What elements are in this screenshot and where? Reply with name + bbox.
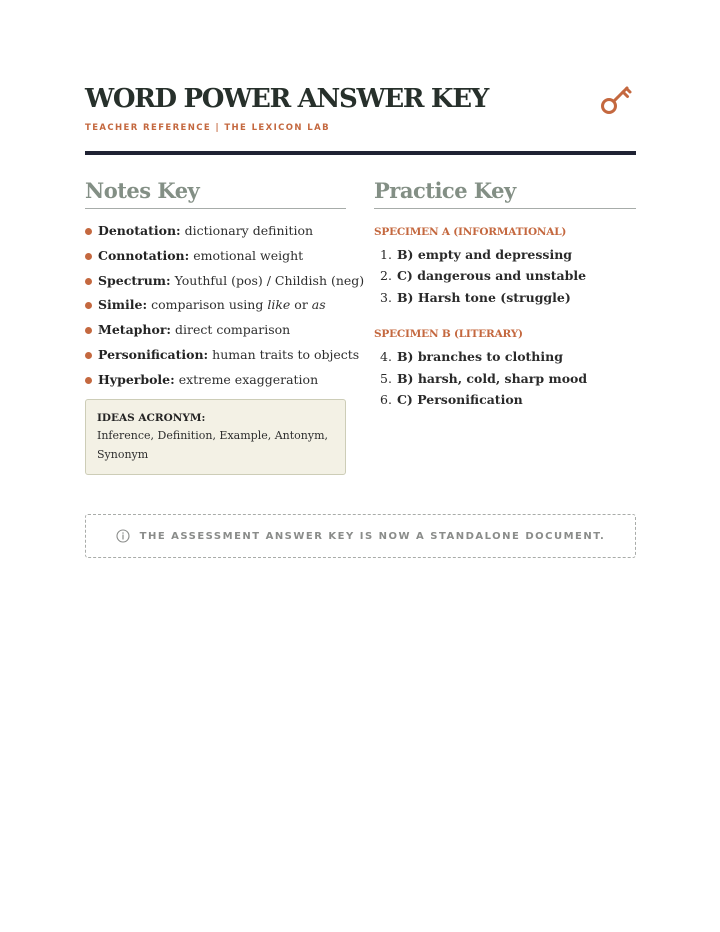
page-subtitle: TEACHER REFERENCE | THE LEXICON LAB xyxy=(85,123,330,133)
definition: emotional weight xyxy=(193,247,304,263)
bullet-dot xyxy=(85,302,92,309)
term: Hyperbole: xyxy=(98,371,175,387)
list-item xyxy=(85,320,346,345)
answer-number: 5. xyxy=(380,370,392,386)
definition: human traits to objects xyxy=(212,346,360,362)
answer-item xyxy=(374,245,636,266)
bullet-dot xyxy=(85,228,92,235)
definition-emphasis: like xyxy=(267,297,291,313)
answer-item xyxy=(374,347,636,368)
answer-number: 4. xyxy=(380,349,392,365)
acronym-label: IDEAS ACRONYM: xyxy=(97,411,206,424)
practice-key-heading: Practice Key xyxy=(374,176,636,209)
bullet-dot xyxy=(85,278,92,285)
definition: direct comparison xyxy=(175,322,291,338)
answer-text: C) dangerous and unstable xyxy=(396,268,587,284)
answer-number: 1. xyxy=(380,247,392,262)
specimen-label: SPECIMEN A (INFORMATIONAL) xyxy=(374,226,567,238)
list-item xyxy=(85,221,346,246)
info-icon xyxy=(116,529,130,543)
answer-item xyxy=(374,390,636,411)
answer-item xyxy=(374,288,636,309)
notice-text: THE ASSESSMENT ANSWER KEY IS NOW A STANDALONE DOCUMENT. xyxy=(139,530,606,542)
term: Metaphor: xyxy=(98,322,172,338)
term: Connotation: xyxy=(98,247,190,263)
bullet-dot xyxy=(85,327,92,334)
list-item xyxy=(85,246,346,271)
answer-number: 2. xyxy=(380,268,392,284)
answer-list xyxy=(374,347,636,411)
answer-text: B) branches to clothing xyxy=(396,349,563,365)
specimen-label: SPECIMEN B (LITERARY) xyxy=(374,328,523,341)
acronym-box xyxy=(85,399,346,476)
header-rule xyxy=(85,151,636,155)
answer-number: 6. xyxy=(380,391,392,407)
answer-number: 3. xyxy=(380,289,392,305)
key-icon xyxy=(599,84,635,120)
standalone-notice xyxy=(85,514,636,558)
list-item xyxy=(85,370,346,395)
definition: extreme exaggeration xyxy=(178,371,319,387)
notes-key-list xyxy=(85,221,365,395)
answer-text: B) Harsh tone (struggle) xyxy=(396,289,571,305)
answer-text: B) harsh, cold, sharp mood xyxy=(396,370,588,386)
list-item xyxy=(85,345,360,370)
answer-key-page xyxy=(85,0,636,932)
list-item xyxy=(85,271,365,296)
answer-list xyxy=(374,245,636,309)
answer-text: C) Personification xyxy=(396,391,523,407)
practice-key-section xyxy=(374,176,636,411)
term: Simile: xyxy=(98,297,148,313)
page-title: WORD POWER ANSWER KEY xyxy=(85,84,488,114)
bullet-dot xyxy=(85,377,92,384)
answer-item xyxy=(374,369,636,390)
definition: comparison using xyxy=(151,297,264,313)
term: Spectrum: xyxy=(98,272,171,288)
notes-key-section xyxy=(85,176,365,475)
list-item xyxy=(85,295,346,320)
term: Denotation: xyxy=(98,223,181,238)
notes-key-heading: Notes Key xyxy=(85,176,346,209)
definition-emphasis: as xyxy=(311,297,326,313)
answer-text: B) empty and depressing xyxy=(396,247,573,262)
definition: Youthful (pos) / Childish (neg) xyxy=(174,272,365,288)
term: Personification: xyxy=(98,346,209,362)
acronym-text: Inference, Definition, Example, Antonym, Synonym xyxy=(97,429,329,461)
bullet-dot xyxy=(85,253,92,260)
answer-item xyxy=(374,266,636,287)
definition: or xyxy=(294,297,308,313)
bullet-dot xyxy=(85,352,92,359)
definition: dictionary definition xyxy=(184,223,314,238)
